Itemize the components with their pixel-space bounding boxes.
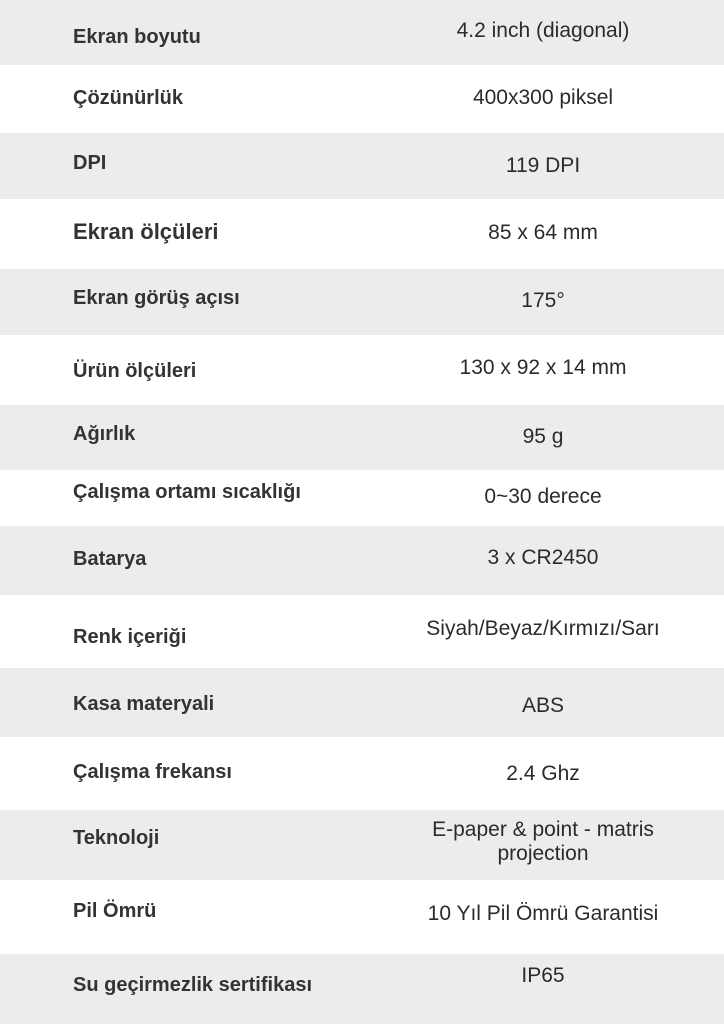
spec-value: 3 x CR2450	[487, 546, 599, 569]
spec-row-resolution	[0, 65, 724, 133]
spec-label: Su geçirmezlik sertifikası	[73, 974, 313, 996]
spec-value-line: E-paper & point - matris	[432, 818, 654, 841]
spec-value: 175°	[521, 289, 565, 312]
spec-value: 4.2 inch (diagonal)	[456, 19, 630, 42]
spec-label: Çözünürlük	[73, 87, 183, 109]
spec-value: 130 x 92 x 14 mm	[459, 356, 627, 379]
spec-label: Pil Ömrü	[73, 900, 157, 922]
spec-row-battery	[0, 526, 724, 595]
spec-row-viewing-angle	[0, 269, 724, 335]
spec-row-technology	[0, 810, 724, 880]
spec-label: Batarya	[73, 548, 147, 570]
spec-row-screen-size	[0, 0, 724, 65]
spec-label: Ürün ölçüleri	[73, 360, 197, 382]
spec-value: IP65	[521, 964, 565, 987]
spec-label: Ekran boyutu	[73, 26, 201, 48]
spec-value: Siyah/Beyaz/Kırmızı/Sarı	[426, 617, 660, 640]
spec-row-waterproof-certificate	[0, 954, 724, 1024]
spec-row-battery-life	[0, 880, 724, 954]
spec-row-case-material	[0, 668, 724, 737]
spec-row-screen-dimensions	[0, 199, 724, 269]
spec-value-line: projection	[497, 842, 589, 865]
spec-row-color-content	[0, 595, 724, 668]
spec-label: Çalışma frekansı	[73, 761, 232, 783]
spec-row-weight	[0, 405, 724, 470]
spec-value: 10 Yıl Pil Ömrü Garantisi	[427, 902, 659, 925]
spec-value	[362, 818, 724, 866]
spec-row-product-dimensions	[0, 335, 724, 405]
spec-value: 95 g	[522, 425, 564, 448]
spec-value: 0~30 derece	[484, 485, 602, 508]
spec-value: 2.4 Ghz	[506, 762, 580, 785]
spec-value: 119 DPI	[505, 154, 581, 177]
spec-value: 85 x 64 mm	[488, 221, 598, 244]
spec-label: Teknoloji	[73, 827, 160, 849]
spec-label: Renk içeriği	[73, 626, 187, 648]
spec-row-dpi	[0, 133, 724, 199]
spec-label: Çalışma ortamı sıcaklığı	[73, 481, 301, 503]
spec-row-operating-frequency	[0, 737, 724, 810]
spec-value: 400x300 piksel	[472, 86, 614, 109]
spec-label: DPI	[73, 152, 107, 174]
spec-label: Ekran ölçüleri	[73, 219, 219, 244]
spec-value: ABS	[521, 694, 565, 717]
spec-label: Ağırlık	[73, 423, 136, 445]
spec-row-operating-temperature	[0, 470, 724, 526]
spec-label: Kasa materyali	[73, 693, 215, 715]
spec-label: Ekran görüş açısı	[73, 287, 240, 309]
